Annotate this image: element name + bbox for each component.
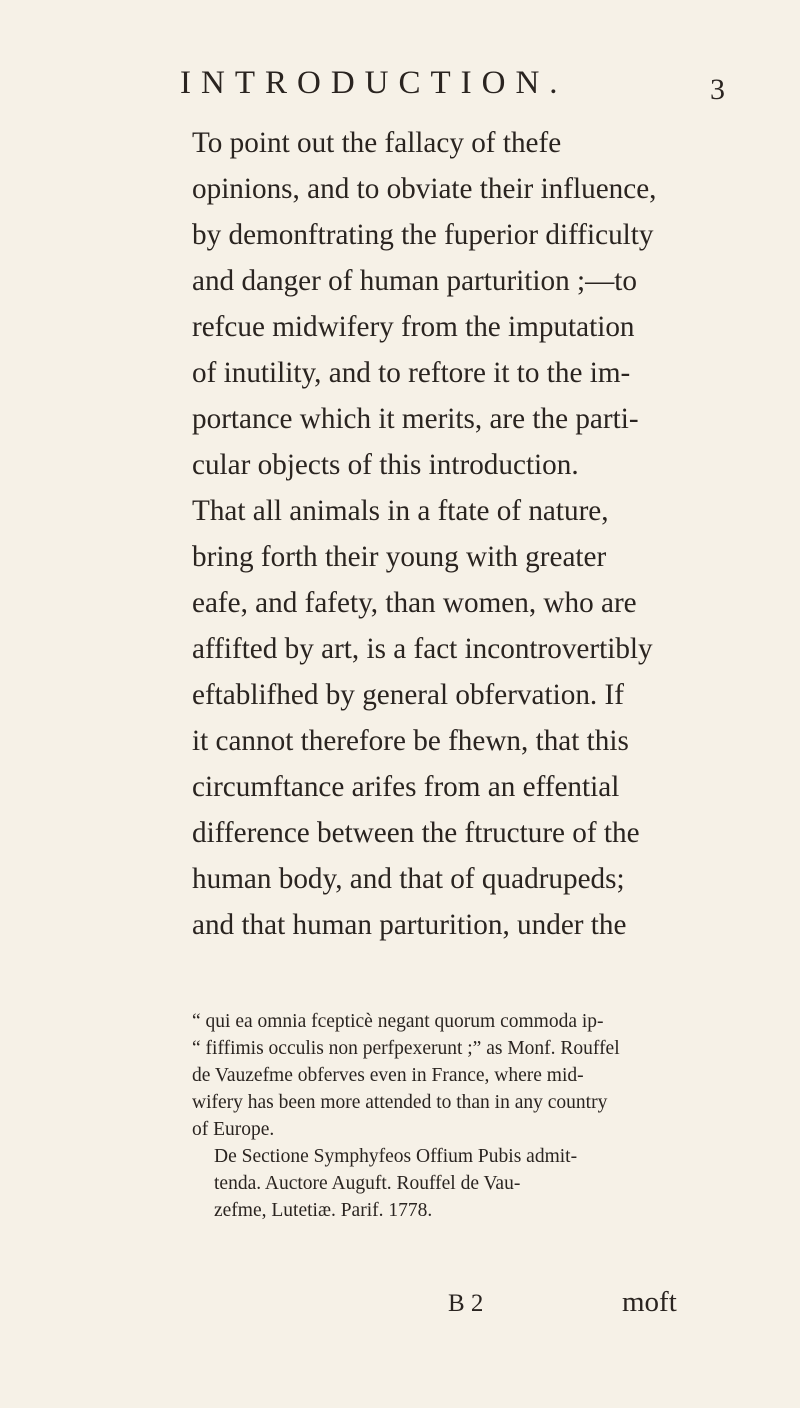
footnote-line: “ fiffimis occulis non perfpexerunt ;” as Monf. Rouffel <box>192 1038 620 1059</box>
body-line: and that human parturition, under the <box>192 909 627 941</box>
footnote-line: tenda. Auctore Auguft. Rouffel de Vau- <box>214 1173 521 1194</box>
body-line: it cannot therefore be fhewn, that this <box>192 725 629 757</box>
running-title: INTRODUCTION. <box>180 65 568 101</box>
footnote-line: De Sectione Symphyfeos Offium Pubis admit- <box>214 1146 578 1167</box>
body-line: and danger of human parturition ;—to <box>192 265 637 297</box>
body-line: affifted by art, is a fact incontrovertibly <box>192 633 653 665</box>
footnote-line: “ qui ea omnia fcepticè negant quorum commoda ip- <box>192 1011 604 1032</box>
body-line: circumftance arifes from an effential <box>192 771 620 803</box>
body-text <box>192 120 757 948</box>
running-head <box>180 65 725 105</box>
catchline <box>0 1286 800 1330</box>
body-line: human body, and that of quadrupeds; <box>192 863 625 895</box>
body-line: To point out the fallacy of thefe <box>192 127 562 159</box>
footnote-line: wifery has been more attended to than in any country <box>192 1092 608 1113</box>
footnotes <box>192 1008 752 1224</box>
body-line: by demonftrating the fuperior difficulty <box>192 219 654 251</box>
body-line: refcue midwifery from the imputation <box>192 311 635 343</box>
catchword: moft <box>622 1286 677 1318</box>
body-line: eftablifhed by general obfervation. If <box>192 679 624 711</box>
signature-mark: B 2 <box>448 1290 484 1317</box>
body-line: cular objects of this introduction. <box>192 449 579 481</box>
footnote-line: zefme, Lutetiæ. Parif. 1778. <box>214 1200 433 1221</box>
body-line: of inutility, and to reftore it to the im- <box>192 357 631 389</box>
body-line: eafe, and fafety, than women, who are <box>192 587 637 619</box>
body-line: difference between the ftructure of the <box>192 817 640 849</box>
footnote-line: de Vauzefme obferves even in France, where mid- <box>192 1065 584 1086</box>
body-line: bring forth their young with greater <box>192 541 607 573</box>
page-number: 3 <box>710 73 725 106</box>
body-line: portance which it merits, are the parti- <box>192 403 639 435</box>
footnote-line: of Europe. <box>192 1119 275 1140</box>
body-line: opinions, and to obviate their influence, <box>192 173 657 205</box>
body-line: That all animals in a ftate of nature, <box>192 495 609 527</box>
